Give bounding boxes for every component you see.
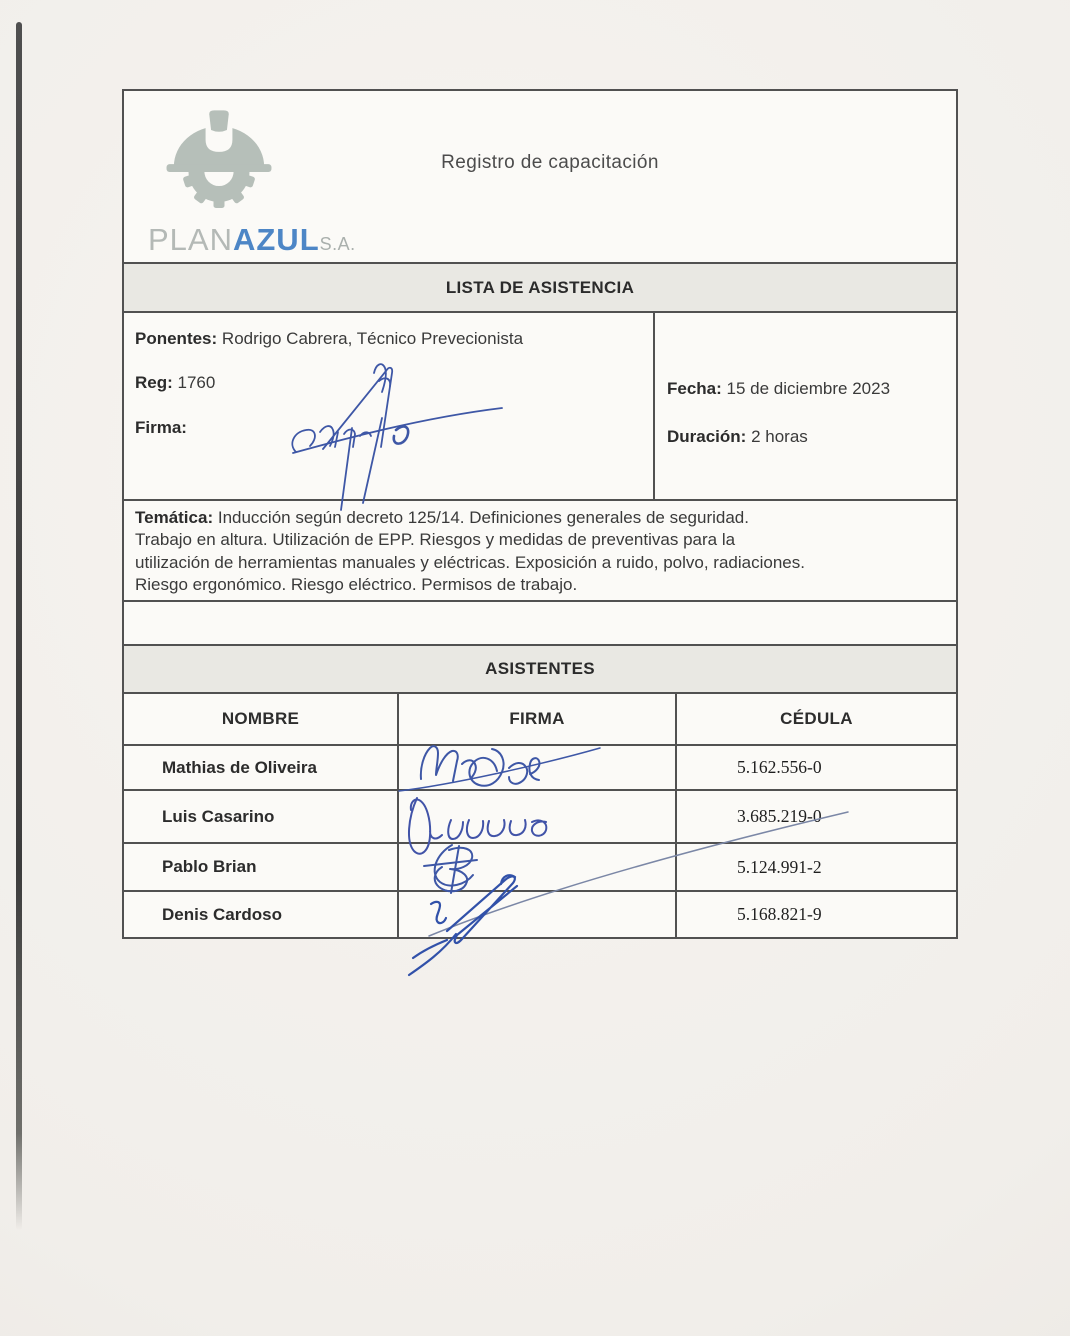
table-row [124, 791, 956, 844]
attendee-cedula: 5.162.556-0 [737, 757, 822, 777]
attendee-firma-cell [399, 746, 677, 789]
attendee-firma-cell [399, 844, 677, 890]
attendee-name: Denis Cardoso [124, 892, 399, 937]
tematica-line-3: utilización de herramientas manuales y eléctricas. Exposición a ruido, polvo, radiaciones. [135, 552, 805, 572]
tematica-line-4: Riesgo ergonómico. Riesgo eléctrico. Permisos de trabajo. [135, 575, 578, 595]
firma-label: Firma: [135, 418, 187, 437]
attendee-firma-cell [399, 892, 677, 937]
lista-asistencia-title: LISTA DE ASISTENCIA [445, 277, 635, 297]
fecha-label: Fecha: [667, 379, 722, 398]
reg-value: 1760 [177, 373, 216, 392]
duracion-line [667, 427, 808, 447]
empty-row [124, 602, 956, 646]
table-row [124, 844, 956, 892]
tematica-section [124, 501, 956, 602]
ponentes-line [135, 329, 523, 349]
lista-asistencia-band [124, 264, 956, 313]
tematica-line-2: Trabajo en altura. Utilización de EPP. Riesgos y medidas de preventivas para la [135, 530, 736, 550]
asistentes-title: ASISTENTES [485, 659, 595, 678]
logo-text-plan: PLAN [148, 222, 233, 257]
training-record-form [122, 89, 958, 939]
duracion-label: Duración: [667, 427, 747, 446]
attendee-name: Mathias de Oliveira [124, 746, 399, 789]
table-row [124, 892, 956, 937]
session-info-section [124, 313, 956, 501]
attendee-cedula: 5.124.991-2 [737, 856, 822, 877]
logo-text-sa: S.A. [319, 234, 356, 254]
tematica-label: Temática: [135, 508, 214, 527]
ponentes-cell [124, 313, 655, 499]
table-header-row [124, 694, 956, 746]
fecha-line [667, 379, 890, 399]
ponentes-label: Ponentes: [135, 329, 218, 348]
company-logo [148, 102, 388, 262]
column-header-firma: FIRMA [399, 694, 677, 744]
attendee-cedula: 3.685.219-0 [737, 806, 822, 826]
tematica-text-1: Inducción según decreto 125/14. Definiciones generales de seguridad. [217, 508, 749, 527]
attendee-name: Luis Casarino [124, 791, 399, 842]
attendee-name: Pablo Brian [124, 844, 399, 890]
document-header [124, 91, 956, 264]
column-header-nombre: NOMBRE [124, 694, 399, 744]
asistentes-table [124, 694, 956, 937]
duracion-value: 2 horas [751, 427, 808, 446]
tematica-line-1 [135, 507, 945, 529]
fecha-value: 15 de diciembre 2023 [726, 379, 891, 398]
logo-text-azul: AZUL [232, 222, 320, 257]
reg-label: Reg: [135, 373, 173, 392]
ponentes-value: Rodrigo Cabrera, Técnico Prevecionista [221, 329, 524, 348]
attendee-cedula: 5.168.821-9 [737, 904, 822, 924]
column-header-cedula: CÉDULA [780, 709, 853, 728]
scan-edge-artifact [16, 22, 22, 1230]
table-row [124, 746, 956, 791]
fecha-cell [655, 313, 956, 499]
firma-line [135, 418, 187, 438]
asistentes-band [124, 646, 956, 694]
document-title: Registro de capacitación [441, 152, 659, 173]
reg-line [135, 373, 215, 393]
company-name [148, 222, 356, 258]
attendee-firma-cell [399, 791, 677, 842]
